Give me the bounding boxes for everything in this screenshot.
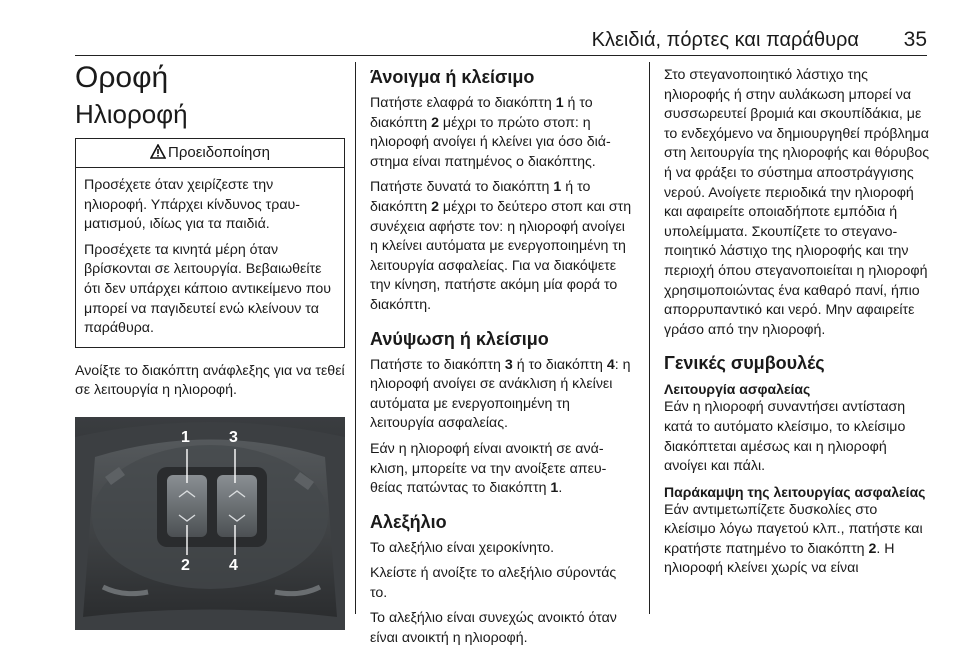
page-number: 35 — [903, 28, 927, 51]
paragraph: Πατήστε ελαφρά το διακόπτη 1 ή το διακόπτη 2 μέχρι το πρώτο στοπ: η ηλιοροφή ανοίγει ή κλείνει για όσο διάστημα είναι πατημένος ο διακόπτης. — [370, 95, 611, 170]
warning-header — [76, 139, 344, 168]
heading-raise-close: Ανύψωση ή κλείσιμο — [370, 328, 549, 349]
heading-bypass-safety: Παράκαμψη της λειτουργίας ασφαλείας — [664, 483, 926, 500]
heading-safety-function: Λειτουργία ασφαλείας — [664, 381, 811, 398]
callout-1: 1 — [181, 428, 190, 446]
column-middle — [370, 58, 632, 655]
column-left — [75, 58, 345, 630]
subsection-title: Ηλιοροφή — [75, 99, 188, 129]
heading-sunshade: Αλεξήλιο — [370, 511, 447, 532]
intro-paragraph: Ανοίξτε το διακόπτη ανάφλεξης για να τεθεί σε λειτουργία η ηλιοροφή. — [75, 362, 345, 399]
column-divider — [649, 62, 650, 614]
callout-3: 3 — [229, 428, 238, 446]
chapter-title: Κλειδιά, πόρτες και παράθυρα — [591, 29, 859, 51]
heading-open-close: Άνοιγμα ή κλείσιμο — [370, 67, 535, 87]
heading-general-tips: Γενικές συμβουλές — [664, 353, 825, 374]
paragraph: Εάν η ηλιοροφή συναντήσει αντίσταση κατά το αυτόματο κλείσιμο, το κλείσιμο διακόπτεται αμέσως και η ηλιοροφή ανοίγει και πάλι. — [664, 399, 906, 475]
paragraph: Πατήστε δυνατά το διακόπτη 1 ή το διακόπτη 2 μέχρι το δεύτερο στοπ και στη συνέχεια αφήστε τον: η ηλιοροφή ανοίγει η κλείνει αυτόματα με ενεργοποιημένη τη λειτουργία ασφαλείας. Για να διακόψετε την κίνηση, πατήστε ακόμη μία φορά το διακόπτη. — [370, 179, 632, 313]
paragraph: Στο στεγανοποιητικό λάστιχο της ηλιοροφής ή στην αυλάκωση μπορεί να συσσωρευτεί βρομιά και σκουπίδάκια, με το ενδεχόμενο να δημιουργηθεί πρόβλημα στη λειτουργία της ηλιοροφής και θόρυβος ή να φράξει το σύστημα αποστράγγισης νερού. Ανοίγετε περιοδικά την ηλιοροφή και αφαιρείτε οποιαδήποτε εμπόδια ή υπολείμματα. Σκουπίζετε το στεγανοποιητικό λάστιχο της ηλιοροφής και την περιοχή όπου στεγανοποιείται η ηλιοροφή χρησιμοποιώντας ένα καθαρό πανί, ήπιο απορρυπαντικό και νερό. Μην αφαιρείτε γράσο από την ηλιοροφή. — [664, 67, 930, 338]
warning-text: Προσέχετε τα κινητά μέρη όταν βρίσκονται σε λειτουργία. Βεβαιωθείτε ότι δεν υπάρχει κάποιο αντικείμενο που μπορεί να παγιδευτεί ενώ κλείνουν τα παράθυρα. — [84, 241, 331, 337]
warning-box — [75, 138, 345, 348]
paragraph: Εάν η ηλιοροφή είναι ανοικτή σε ανάκλιση, μπορείτε να την ανοίξετε απευθείας πατώντας το διακόπτη 1. — [370, 440, 607, 497]
paragraph: Το αλεξήλιο είναι χειροκίνητο. — [370, 539, 555, 556]
warning-title: Προειδοποίηση — [168, 144, 270, 161]
sunroof-switch-photo — [75, 417, 345, 630]
column-right — [664, 58, 930, 585]
paragraph: Πατήστε το διακόπτη 3 ή το διακόπτη 4: η ηλιοροφή ανοίγει σε ανάκλιση ή κλείνει αυτόματα με ενεργοποιημένη τη λειτουργία ασφαλείας. — [370, 356, 631, 432]
paragraph: Κλείστε ή ανοίξτε το αλεξήλιο σύροντάς το. — [370, 565, 617, 601]
running-header — [75, 25, 927, 56]
callout-4: 4 — [229, 556, 238, 574]
column-divider — [355, 62, 356, 614]
paragraph: Εάν αντιμετωπίζετε δυσκολίες στο κλείσιμο λόγω παγετού κλπ., πατήστε και κρατήστε πατημένο το διακόπτη 2. Η ηλιοροφή κλείνει χωρίς να είναι — [664, 501, 923, 577]
callout-2: 2 — [181, 556, 190, 574]
warning-text: Προσέχετε όταν χειρίζεστε την ηλιοροφή. Υπάρχει κίνδυνος τραυματισμού, ιδίως για τα παιδιά. — [84, 177, 301, 233]
paragraph: Το αλεξήλιο είναι συνεχώς ανοικτό όταν είναι ανοικτή η ηλιοροφή. — [370, 610, 617, 647]
warning-triangle-icon — [150, 144, 166, 163]
section-title: Οροφή — [75, 61, 169, 94]
